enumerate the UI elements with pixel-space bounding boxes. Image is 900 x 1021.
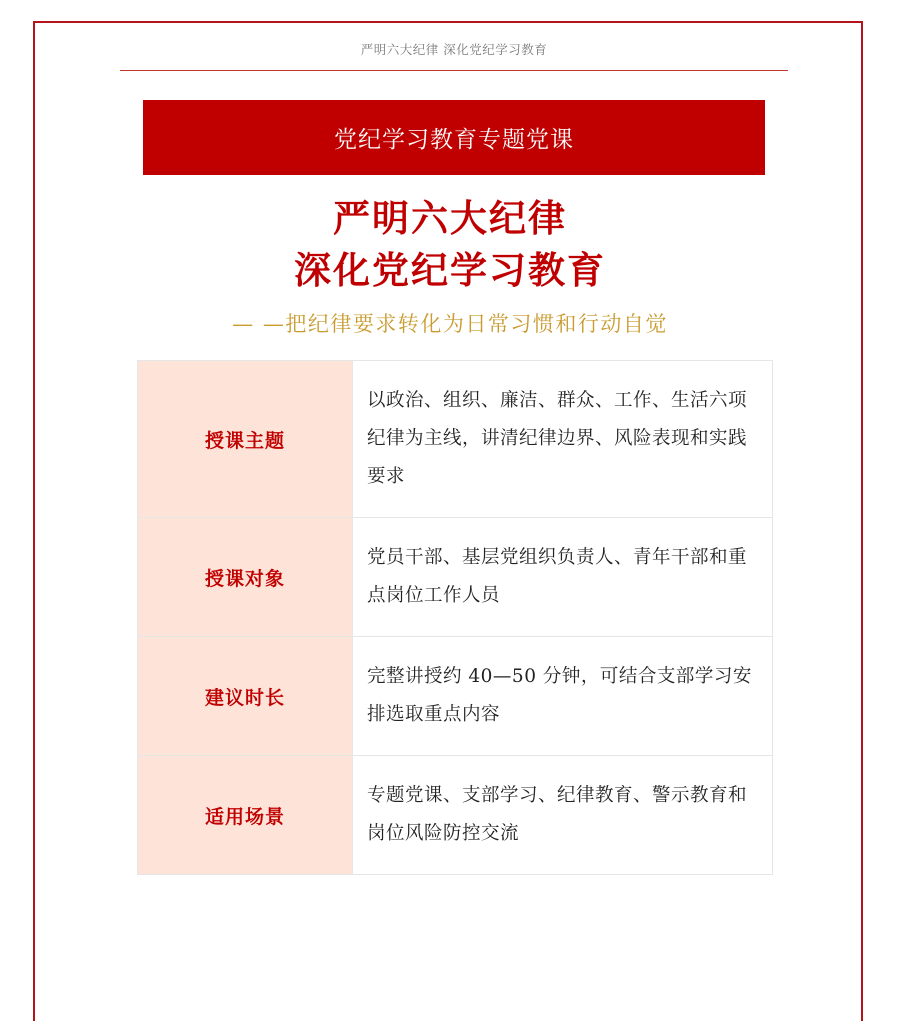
row-value-topic: 以政治、组织、廉洁、群众、工作、生活六项纪律为主线，讲清纪律边界、风险表现和实践要求 [353, 361, 773, 518]
row-label-topic: 授课主题 [138, 361, 353, 518]
table-row [138, 637, 773, 756]
main-title-line-2: 深化党纪学习教育 [294, 248, 606, 292]
row-value-scenario: 专题党课、支部学习、纪律教育、警示教育和岗位风险防控交流 [353, 756, 773, 875]
header-divider [120, 70, 788, 71]
row-label-audience: 授课对象 [138, 518, 353, 637]
table-row [138, 756, 773, 875]
lecture-info-table [137, 360, 773, 875]
lecture-banner: 党纪学习教育专题党课 [143, 100, 765, 175]
row-value-audience: 党员干部、基层党组织负责人、青年干部和重点岗位工作人员 [353, 518, 773, 637]
subtitle: — —把纪律要求转化为日常习惯和行动自觉 [232, 312, 668, 336]
row-value-duration: 完整讲授约 40—50 分钟，可结合支部学习安排选取重点内容 [353, 637, 773, 756]
running-header: 严明六大纪律 深化党纪学习教育 [360, 42, 548, 57]
table-row [138, 518, 773, 637]
table-row [138, 361, 773, 518]
main-title-line-1: 严明六大纪律 [333, 196, 567, 240]
row-label-duration: 建议时长 [138, 637, 353, 756]
row-label-scenario: 适用场景 [138, 756, 353, 875]
